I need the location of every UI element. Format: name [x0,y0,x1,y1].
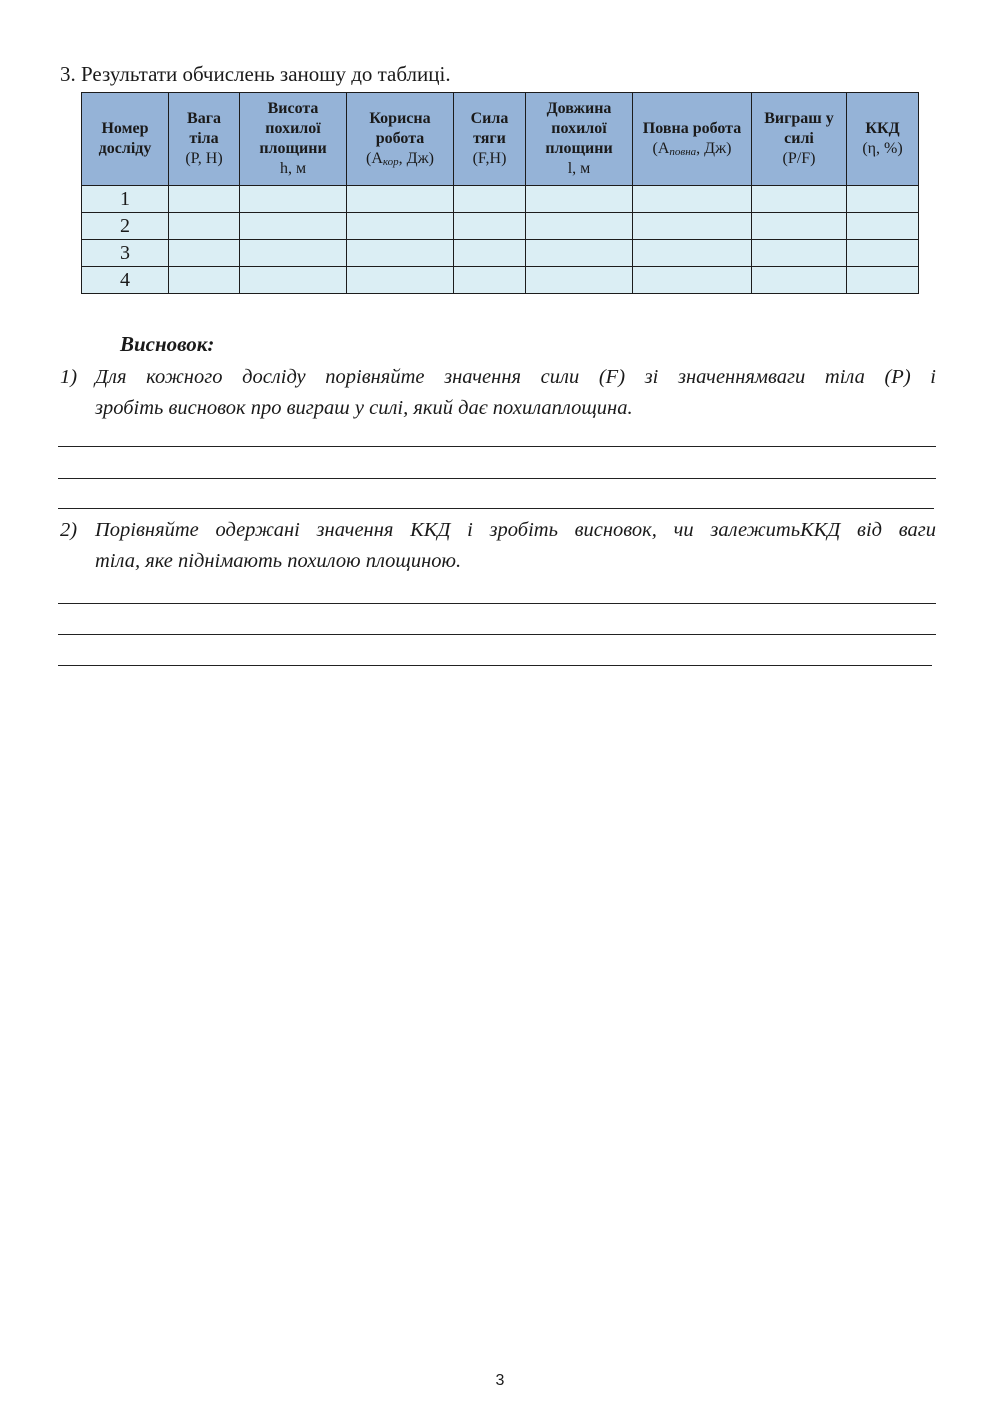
table-header-row [82,93,919,186]
table-cell[interactable] [240,267,347,294]
table-cell[interactable] [240,213,347,240]
row-number: 1 [82,186,169,213]
header-force-gain: Виграш у силі (P/F) [752,93,847,186]
answer-line[interactable] [58,634,936,635]
question-1-number: 1) [60,366,78,388]
question-1 [60,362,936,424]
header-experiment-number: Номер досліду [82,93,169,186]
table-row [82,267,919,294]
table-cell[interactable] [347,186,454,213]
results-table [81,92,919,294]
header-incline-height: Висота похилої площини h, м [240,93,347,186]
header-efficiency: ККД (η, %) [847,93,919,186]
table-cell[interactable] [847,213,919,240]
table-row [82,213,919,240]
table-cell[interactable] [752,267,847,294]
table-cell[interactable] [454,186,526,213]
question-1-line-1: Для кожного досліду порівняйте значення сили (F) зі значеннямваги тіла (P) і [95,366,936,388]
table-cell[interactable] [347,267,454,294]
answer-line[interactable] [58,665,932,666]
table-cell[interactable] [526,213,633,240]
question-2-line-1: Порівняйте одержані значення ККД і зробіть висновок, чи залежитьККД від ваги [95,519,936,541]
table-cell[interactable] [752,213,847,240]
table-row [82,240,919,267]
table-cell[interactable] [847,240,919,267]
header-traction-force: Сила тяги (F,Н) [454,93,526,186]
table-cell[interactable] [240,186,347,213]
table-cell[interactable] [169,213,240,240]
answer-line[interactable] [58,478,936,479]
table-cell[interactable] [169,240,240,267]
page-number: 3 [495,1372,505,1389]
question-1-line-2: зробіть висновок про виграш у силі, який дає похилаплощина. [95,397,633,419]
header-useful-work: Корисна робота ($A_{кор}$, Дж) [347,93,454,186]
table-cell[interactable] [752,240,847,267]
row-number: 4 [82,267,169,294]
table-cell[interactable] [633,267,752,294]
row-number: 3 [82,240,169,267]
table-cell[interactable] [526,186,633,213]
answer-line[interactable] [58,603,936,604]
table-cell[interactable] [847,267,919,294]
table-cell[interactable] [169,186,240,213]
table-cell[interactable] [240,240,347,267]
table-cell[interactable] [454,213,526,240]
table-cell[interactable] [347,240,454,267]
table-cell[interactable] [847,186,919,213]
table-cell[interactable] [526,267,633,294]
table-cell[interactable] [169,267,240,294]
conclusion-title: Висновок: [120,332,215,356]
table-cell[interactable] [633,240,752,267]
answer-line[interactable] [58,508,934,509]
table-cell[interactable] [454,240,526,267]
header-incline-length: Довжина похилої площини l, м [526,93,633,186]
question-2 [60,515,936,577]
table-cell[interactable] [454,267,526,294]
header-total-work: Повна робота ($A_{повна}$, Дж) [633,93,752,186]
table-cell[interactable] [752,186,847,213]
question-2-number: 2) [60,519,78,541]
table-row [82,186,919,213]
question-2-line-2: тіла, яке піднімають похилою площиною. [95,550,462,572]
answer-line[interactable] [58,446,936,447]
table-cell[interactable] [347,213,454,240]
table-cell[interactable] [526,240,633,267]
section-heading: 3. Результати обчислень заношу до таблиці. [60,62,451,86]
row-number: 2 [82,213,169,240]
table-cell[interactable] [633,213,752,240]
header-body-weight: Вага тіла (P, Н) [169,93,240,186]
table-cell[interactable] [633,186,752,213]
